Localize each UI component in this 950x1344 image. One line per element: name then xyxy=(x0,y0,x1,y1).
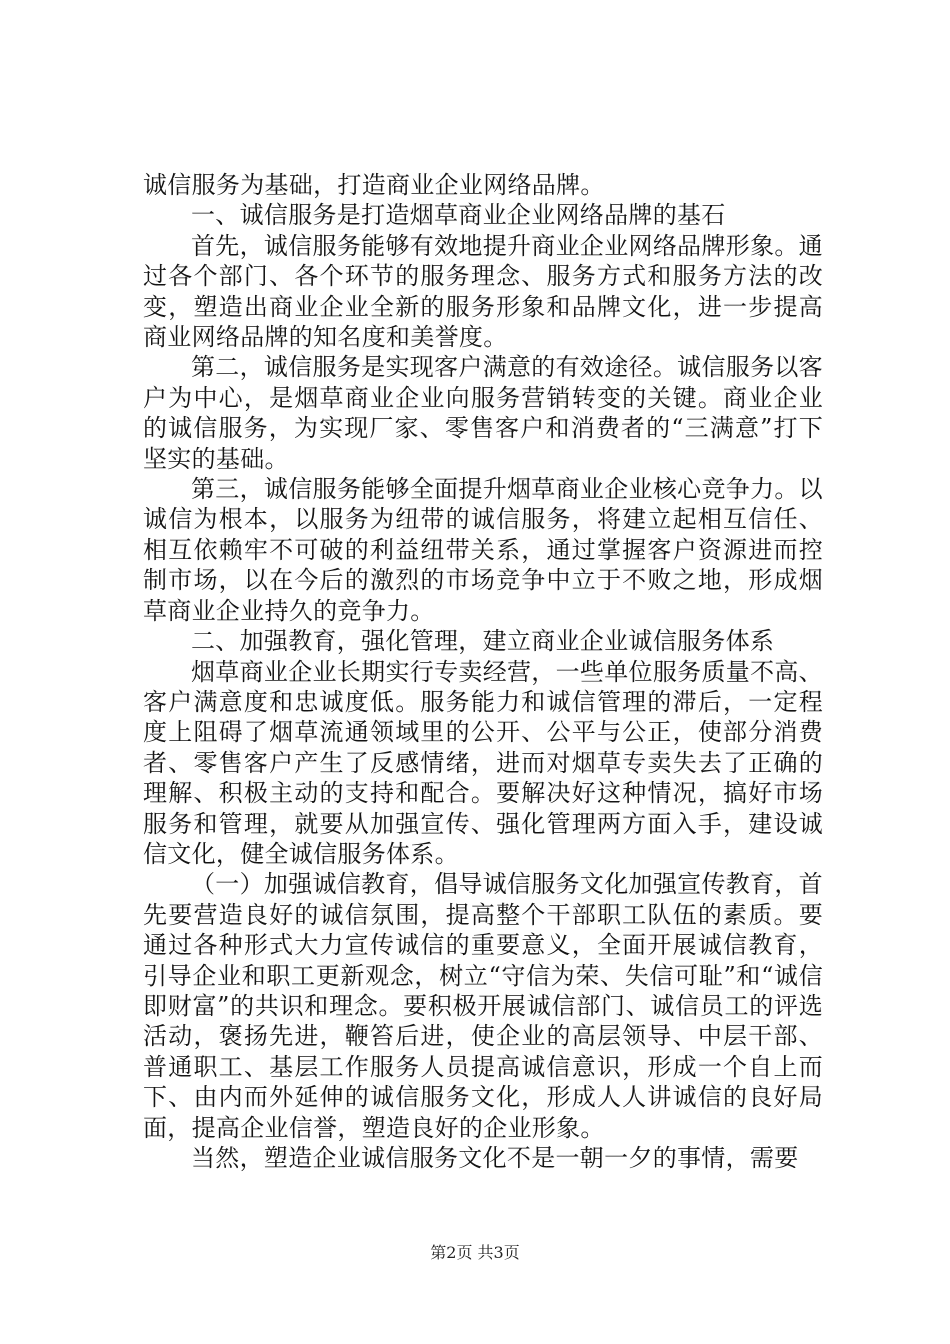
paragraph-8: （一）加强诚信教育，倡导诚信服务文化加强宣传教育，首先要营造良好的诚信氛围，提高整个干部职工队伍的素质。要通过各种形式大力宣传诚信的重要意义，全面开展诚信教育，引导企业和职工更新观念，树立“守信为荣、失信可耻”和“诚信即财富”的共识和理念。要积极开展诚信部门、诚信员工的评选活动，褒扬先进，鞭笞后进，使企业的高层领导、中层干部、普通职工、基层工作服务人员提高诚信意识，形成一个自上而下、由内而外延伸的诚信服务文化，形成人人讲诚信的良好局面，提高企业信誉，塑造良好的企业形象。 xyxy=(143,870,823,1142)
section-heading-2: 二、加强教育，强化管理，建立商业企业诚信服务体系 xyxy=(191,627,775,656)
paragraph-7: 烟草商业企业长期实行专卖经营，一些单位服务质量不高、客户满意度和忠诚度低。服务能力和诚信管理的滞后，一定程度上阻碍了烟草流通领域里的公开、公平与公正，使部分消费者、零售客户产生了反感情绪，进而对烟草专卖失去了正确的理解、积极主动的支持和配合。要解决好这种情况，搞好市场服务和管理，就要从加强宣传、强化管理两方面入手，建设诚信文化，健全诚信服务体系。 xyxy=(143,657,823,868)
paragraph-3: 首先，诚信服务能够有效地提升商业企业网络品牌形象。通过各个部门、各个环节的服务理念、服务方式和服务方法的改变，塑造出商业企业全新的服务形象和品牌文化，进一步提高商业网络品牌的知名度和美誉度。 xyxy=(143,231,823,352)
page-number-footer: 第2页 共3页 xyxy=(430,1243,520,1262)
paragraph-4: 第二，诚信服务是实现客户满意的有效途径。诚信服务以客户为中心，是烟草商业企业向服务营销转变的关键。商业企业的诚信服务，为实现厂家、零售客户和消费者的“三满意”打下坚实的基础。 xyxy=(143,353,823,473)
paragraph-1: 诚信服务为基础，打造商业企业网络品牌。 xyxy=(143,171,605,199)
document-body xyxy=(143,170,823,1173)
paragraph-5: 第三，诚信服务能够全面提升烟草商业企业核心竞争力。以诚信为根本，以服务为纽带的诚信服务，将建立起相互信任、相互依赖牢不可破的利益纽带关系，通过掌握客户资源进而控制市场，以在今后的激烈的市场竞争中立于不败之地，形成烟草商业企业持久的竞争力。 xyxy=(143,475,823,625)
section-heading-1: 一、诚信服务是打造烟草商业企业网络品牌的基石 xyxy=(191,201,726,230)
paragraph-9: 当然，塑造企业诚信服务文化不是一朝一夕的事情，需要 xyxy=(191,1144,799,1172)
